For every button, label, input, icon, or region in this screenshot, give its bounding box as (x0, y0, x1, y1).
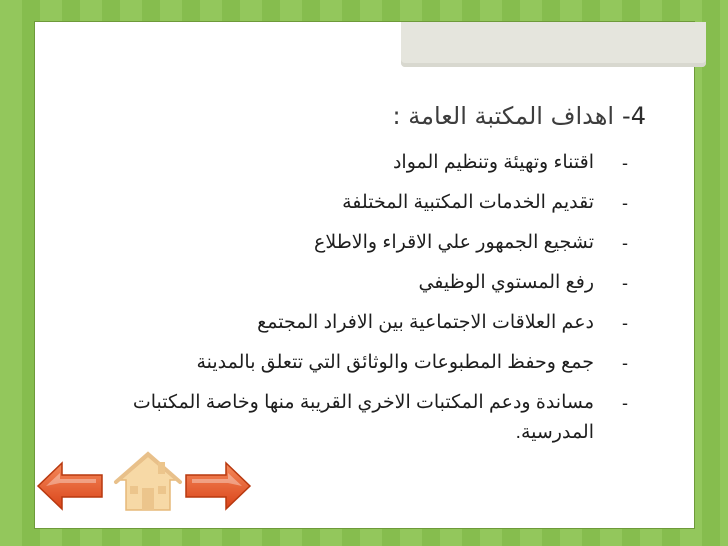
bullet-marker: - (622, 273, 628, 293)
bullet-marker: - (622, 153, 628, 173)
right-arrow-icon[interactable] (184, 460, 252, 512)
list-item-text: تقديم الخدمات المكتبية المختلفة (342, 192, 594, 213)
list-item-text: دعم العلاقات الاجتماعية بين الافراد المجتمع (257, 312, 594, 333)
bullet-list (104, 148, 628, 458)
list-item (104, 188, 628, 218)
list-item (104, 308, 628, 338)
bullet-marker: - (622, 393, 628, 413)
title-text: اهداف المكتبة العامة : (392, 102, 615, 130)
list-item-text: رفع المستوي الوظيفي (418, 272, 594, 293)
bullet-marker: - (622, 353, 628, 373)
house-icon[interactable] (112, 450, 184, 514)
title-number: 4- (622, 102, 646, 130)
list-item (104, 228, 628, 258)
bullet-marker: - (622, 233, 628, 253)
bullet-marker: - (622, 313, 628, 333)
list-item (104, 148, 628, 178)
list-item (104, 348, 628, 378)
title-tab-decoration (401, 22, 706, 67)
list-item-text: تشجيع الجمهور علي الاقراء والاطلاع (314, 232, 594, 253)
slide-title (393, 102, 646, 130)
list-item (104, 388, 628, 448)
list-item-text: جمع وحفظ المطبوعات والوثائق التي تتعلق بالمدينة (196, 352, 594, 373)
list-item-text: اقتناء وتهيئة وتنظيم المواد (392, 152, 594, 173)
list-item (104, 268, 628, 298)
bullet-marker: - (622, 193, 628, 213)
left-arrow-icon[interactable] (36, 460, 104, 512)
list-item-text: مساندة ودعم المكتبات الاخري القريبة منها وخاصة المكتبات المدرسية. (132, 392, 594, 443)
